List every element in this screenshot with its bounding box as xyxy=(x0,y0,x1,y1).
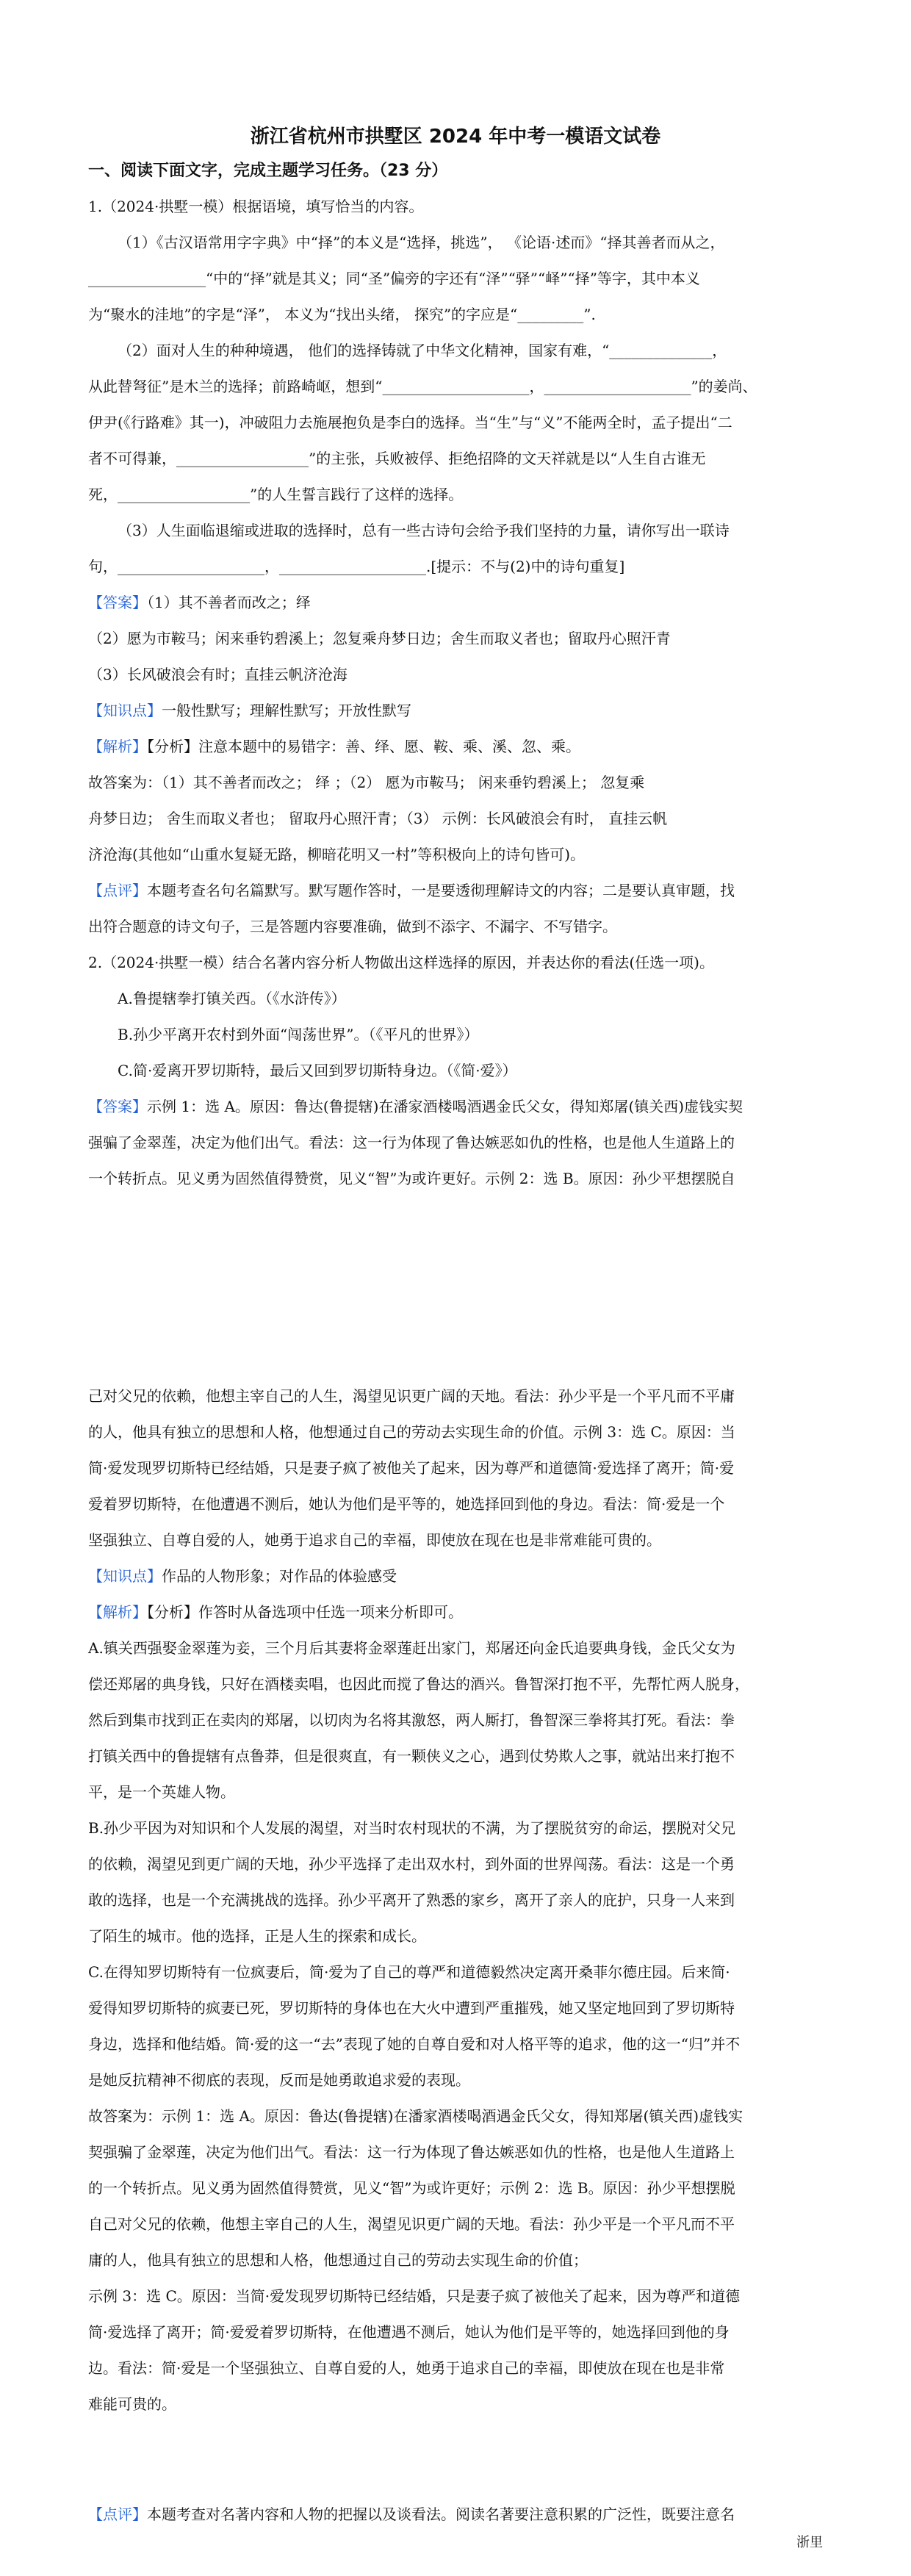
q2-option-c-analysis-2: 爱得知罗切斯特的疯妻已死，罗切斯特的身体也在大火中遭到严重摧残，她又坚定地回到了罗切斯特 xyxy=(88,1999,735,2017)
q2-option-a-analysis-2: 偿还郑屠的典身钱，只好在酒楼卖唱，也因此而搅了鲁达的酒兴。鲁智深打抱不平，先帮忙两人脱身， xyxy=(88,1675,749,1693)
q2-option-b-analysis-1: B.孙少平因为对知识和个人发展的渴望，对当时农村现状的不满，为了摆脱贫穷的命运，摆脱对父兄 xyxy=(88,1819,736,1837)
section-heading: 一、阅读下面文字，完成主题学习任务。（23 分） xyxy=(88,162,448,180)
q1-final-3: 济沧海(其他如“山重水复疑无路，柳暗花明又一村”等积极向上的诗句皆可)。 xyxy=(88,846,586,863)
q2-option-b-analysis-3: 敢的选择，也是一个充满挑战的选择。孙少平离开了熟悉的家乡，离开了亲人的庇护，只身一人来到 xyxy=(88,1891,735,1909)
question-1-stem: 1.（2024·拱墅一模）根据语境，填写恰当的内容。 xyxy=(88,198,424,215)
q2-option-a-analysis-5: 平，是一个英雄人物。 xyxy=(88,1783,235,1801)
q2-option-a-analysis-3: 然后到集市找到正在卖肉的郑屠，以切肉为名将其激怒，两人厮打，鲁智深三拳将其打死。看法：拳 xyxy=(88,1711,735,1729)
q1-final-1: 故答案为：（1）其不善者而改之； 绎 ；（2） 愿为市鞍马； 闲来垂钓碧溪上； 忽复乘 xyxy=(88,774,645,791)
q2-knowledge-point: 【知识点】作品的人物形象；对作品的体验感受 xyxy=(88,1567,397,1585)
q1-comment: 【点评】本题考查名句名篇默写。默写题作答时，一是要透彻理解诗文的内容；二是要认真审题，找 xyxy=(88,882,735,899)
knowledge-tag: 【知识点】 xyxy=(88,1567,162,1585)
q1-part1-line2: ________________“中的“择”就是其义；同“圣”偏旁的字还有“泽”“驿”“峄”“择”等字，其中本义 xyxy=(88,270,700,287)
q1-part2-line4: 者不可得兼，__________________”的主张，兵败被俘、拒绝招降的文天祥就是以“人生自古谁无 xyxy=(88,450,706,467)
q2-option-b-analysis-2: 的依赖，渴望见到更广阔的天地，孙少平选择了走出双水村，到外面的世界闯荡。看法：这是一个勇 xyxy=(88,1855,735,1873)
q2-option-a-analysis-1: A.镇关西强娶金翠莲为妾，三个月后其妻将金翠莲赶出家门，郑屠还向金氏追要典身钱，金氏父女为 xyxy=(88,1639,735,1657)
q1-part1-line3: 为“聚水的洼地”的字是“泽”， 本义为“找出头绪， 探究”的字应是“_________”. xyxy=(88,306,596,323)
page-footer: 浙里 xyxy=(796,2535,823,2550)
analysis-tag: 【解析】 xyxy=(88,1603,147,1621)
q1-part2-line2: 从此替弩征”是木兰的选择；前路崎岖，想到“____________________，____________________”的姜尚、 xyxy=(88,378,757,395)
q1-knowledge-point: 【知识点】一般性默写；理解性默写；开放性默写 xyxy=(88,702,411,719)
q1-final-2: 舟梦日边； 舍生而取义者也； 留取丹心照汗青；（3） 示例：长风破浪会有时， 直挂云帆 xyxy=(88,810,668,827)
q2-option-b: B.孙少平离开农村到外面“闯荡世界”。（《平凡的世界》） xyxy=(118,1026,479,1043)
q2-answer-4: 己对父兄的依赖，他想主宰自己的人生，渴望见识更广阔的天地。看法：孙少平是一个平凡而不平庸 xyxy=(88,1387,735,1405)
q1-part2-line1: （2）面对人生的种种境遇， 他们的选择铸就了中华文化精神，国家有难，“______________， xyxy=(118,342,727,359)
q2-answer-3: 一个转折点。见义勇为固然值得赞赏，见义“智”为或许更好。示例 2：选 B。原因：孙少平想摆脱自 xyxy=(88,1170,735,1187)
comment-tag: 【点评】 xyxy=(88,2505,147,2523)
q2-final-9: 难能可贵的。 xyxy=(88,2395,176,2413)
content-block-3 xyxy=(88,2497,823,2533)
q1-answer: 【答案】（1）其不善者而改之；绎 xyxy=(88,594,311,611)
q2-answer-5: 的人，他具有独立的思想和人格，他想通过自己的劳动去实现生命的价值。示例 3：选 C。原因：当 xyxy=(88,1423,735,1441)
q2-option-c-analysis-1: C.在得知罗切斯特有一位疯妻后，简·爱为了自己的尊严和道德毅然决定离开桑菲尔德庄园。后来简· xyxy=(88,1963,730,1981)
q2-final-7: 简·爱选择了离开；简·爱爱着罗切斯特，在他遭遇不测后，她认为他们是平等的，她选择回到他的身 xyxy=(88,2323,730,2341)
q2-final-1: 故答案为：示例 1：选 A。原因：鲁达(鲁提辖)在潘家酒楼喝酒遇金氏父女，得知郑屠(镇关西)虚钱实 xyxy=(88,2107,743,2125)
q2-answer-1: 【答案】示例 1：选 A。原因：鲁达(鲁提辖)在潘家酒楼喝酒遇金氏父女，得知郑屠(镇关西)虚钱实契 xyxy=(88,1098,743,1115)
q2-option-a: A.鲁提辖拳打镇关西。（《水浒传》） xyxy=(118,990,346,1007)
q1-analysis: 【解析】【分析】注意本题中的易错字：善、绎、愿、鞍、乘、溪、忽、乘。 xyxy=(88,738,580,755)
question-2-stem: 2.（2024·拱墅一模）结合名著内容分析人物做出这样选择的原因，并表达你的看法(任选一项)。 xyxy=(88,954,714,971)
q2-option-b-analysis-4: 了陌生的城市。他的选择，正是人生的探索和成长。 xyxy=(88,1927,426,1945)
analysis-tag: 【解析】 xyxy=(88,738,147,755)
q1-answer-2: （2）愿为市鞍马；闲来垂钓碧溪上；忽复乘舟梦日边；舍生而取义者也；留取丹心照汗青 xyxy=(88,630,671,647)
q2-final-6: 示例 3：选 C。原因：当简·爱发现罗切斯特已经结婚，只是妻子疯了被他关了起来，因为尊严和道德 xyxy=(88,2287,741,2305)
q2-option-c: C.简·爱离开罗切斯特，最后又回到罗切斯特身边。（《简·爱》） xyxy=(118,1062,517,1079)
page-title: 浙江省杭州市拱墅区 2024 年中考一模语文试卷 xyxy=(250,126,661,148)
q2-option-c-analysis-3: 身边，选择和他结婚。简·爱的这一“去”表现了她的自尊自爱和对人格平等的追求，他的这一“归”并不 xyxy=(88,2035,741,2053)
q1-part3-line2: 句，____________________，____________________.[提示：不与(2)中的诗句重复] xyxy=(88,558,625,575)
answer-tag: 【答案】 xyxy=(88,1098,147,1115)
q2-final-5: 庸的人，他具有独立的思想和人格，他想通过自己的劳动去实现生命的价值； xyxy=(88,2251,588,2269)
content-block-1 xyxy=(88,153,823,1197)
q2-final-8: 边。看法：简·爱是一个坚强独立、自尊自爱的人，她勇于追求自己的幸福，即使放在现在也是非常 xyxy=(88,2359,725,2377)
answer-tag: 【答案】 xyxy=(88,594,147,611)
q1-answer-3: （3）长风破浪会有时；直挂云帆济沧海 xyxy=(88,666,348,683)
q1-part2-line5: 死，__________________”的人生誓言践行了这样的选择。 xyxy=(88,486,464,503)
q1-part1-line1: （1）《古汉语常用字字典》中“择”的本义是“选择，挑选”， 《论语·述而》“择其善者而从之， xyxy=(118,234,725,251)
content-block-2 xyxy=(88,1378,823,2422)
q2-final-2: 契强骗了金翠莲，决定为他们出气。看法：这一行为体现了鲁达嫉恶如仇的性格，也是他人生道路上 xyxy=(88,2143,735,2161)
q2-final-3: 的一个转折点。见义勇为固然值得赞赏，见义“智”为或许更好；示例 2：选 B。原因：孙少平想摆脱 xyxy=(88,2179,735,2197)
comment-tag: 【点评】 xyxy=(88,882,147,899)
q2-final-4: 自己对父兄的依赖，他想主宰自己的人生，渴望见识更广阔的天地。看法：孙少平是一个平凡而不平 xyxy=(88,2215,735,2233)
q1-part2-line3: 伊尹(《行路难》其一)，冲破阻力去施展抱负是李白的选择。当“生”与“义”不能两全时，孟子提出“二 xyxy=(88,414,732,431)
q2-comment: 【点评】本题考查对名著内容和人物的把握以及谈看法。阅读名著要注意积累的广泛性，既要注意名 xyxy=(88,2505,735,2523)
q1-part3-line1: （3）人生面临退缩或进取的选择时，总有一些古诗句会给予我们坚持的力量，请你写出一联诗 xyxy=(118,522,730,539)
q2-answer-8: 坚强独立、自尊自爱的人，她勇于追求自己的幸福，即使放在现在也是非常难能可贵的。 xyxy=(88,1531,661,1549)
q2-option-a-analysis-4: 打镇关西中的鲁提辖有点鲁莽，但是很爽直，有一颗侠义之心，遇到仗势欺人之事，就站出来打抱不 xyxy=(88,1747,735,1765)
knowledge-tag: 【知识点】 xyxy=(88,702,162,719)
q2-analysis: 【解析】【分析】作答时从备选项中任选一项来分析即可。 xyxy=(88,1603,463,1621)
q2-answer-6: 简·爱发现罗切斯特已经结婚，只是妻子疯了被他关了起来，因为尊严和道德简·爱选择了离开；简·爱 xyxy=(88,1459,735,1477)
q2-answer-7: 爱着罗切斯特，在他遭遇不测后，她认为他们是平等的，她选择回到他的身边。看法：简·爱是一个 xyxy=(88,1495,725,1513)
q1-comment-2: 出符合题意的诗文句子，三是答题内容要准确，做到不添字、不漏字、不写错字。 xyxy=(88,918,617,935)
q2-answer-2: 强骗了金翠莲，决定为他们出气。看法：这一行为体现了鲁达嫉恶如仇的性格，也是他人生道路上的 xyxy=(88,1134,735,1151)
q2-option-c-analysis-4: 是她反抗精神不彻底的表现，反而是她勇敢追求爱的表现。 xyxy=(88,2071,470,2089)
